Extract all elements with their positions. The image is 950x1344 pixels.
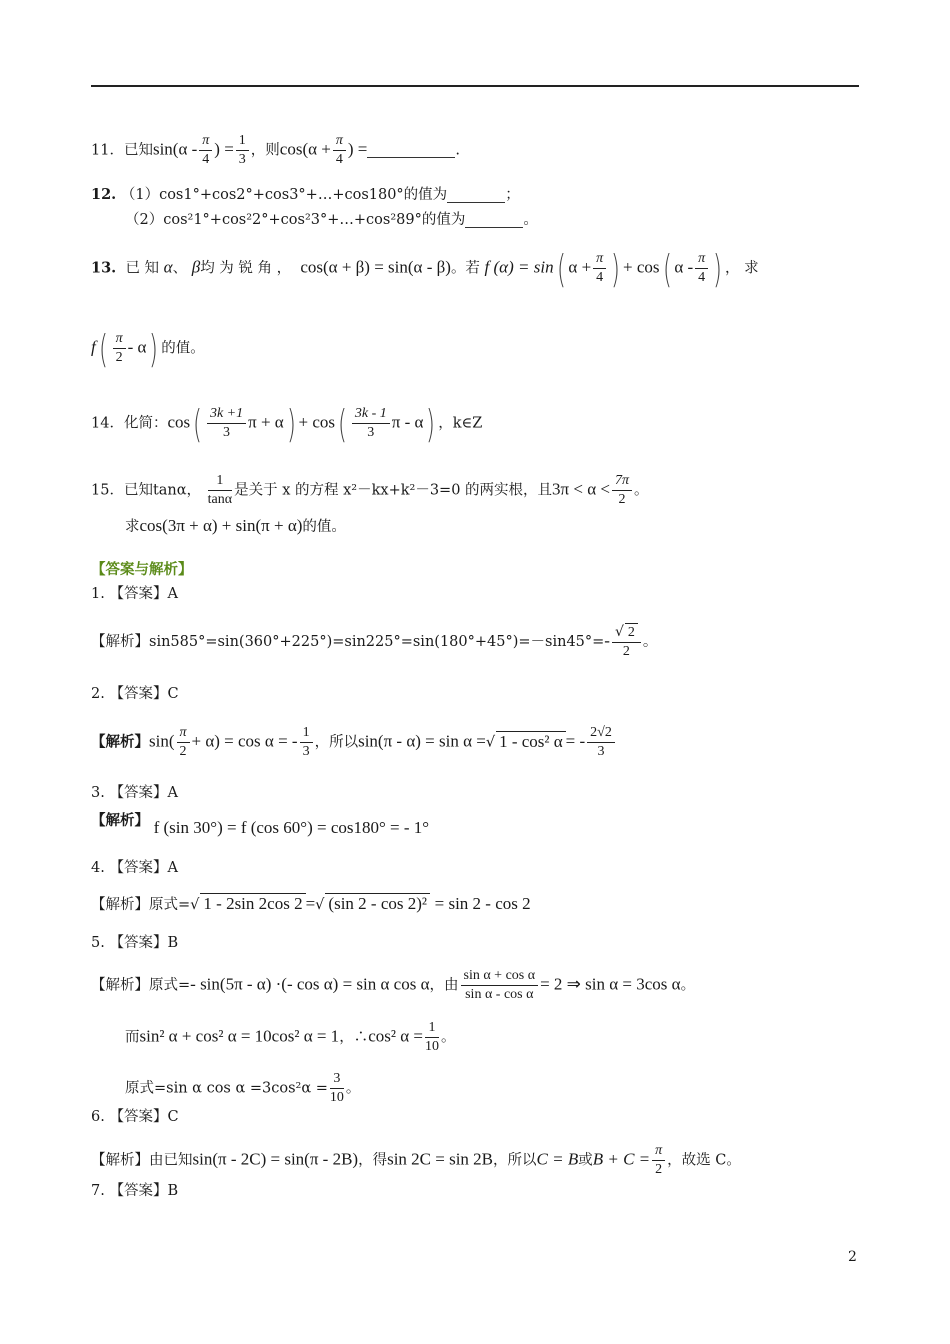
answer-6: 6. 【答案】C (91, 1109, 179, 1125)
explanation-5-line1: 【解析】原式=- sin(5π - α) ·(- cos α) = sin α cos α，由 $\frac{\text{sin α + cos α}}{\text{sin α - cos α}}$ = 2 ⇒ sin α = 3cos α。 (91, 968, 696, 1002)
answers-title: 【答案与解析】 (91, 561, 193, 578)
question-11: 11．已知sin(α - $\frac{\pi}{4}$ ) = $\frac{1}{3}$ ，则cos(α + $\frac{\pi}{4}$ ) = . (91, 133, 460, 167)
explanation-6: 【解析】由已知sin(π - 2C) = sin(π - 2B)，得sin 2C = sin 2B，所以C = B或B + C = $\frac{\pi}{2}$ ，故选 C。 (91, 1143, 741, 1177)
answer-3: 3. 【答案】A (91, 785, 178, 801)
question-13-line2: f( $\frac{\pi}{2}$ - α) 的值。 (91, 326, 205, 371)
answer-7: 7. 【答案】B (91, 1183, 179, 1199)
explanation-3: 【解析】 f (sin 30°) = f (cos 60°) = cos180° = - 1° (91, 812, 430, 837)
question-15-line1: 15．已知tanα， $\frac{1}{\tan\alpha}$ 是关于 x 的方程 x²－kx+k²－3=0 的两实根，且3π < α < $\frac{7\pi}{2}$ 。 (91, 473, 649, 507)
answer-2: 2. 【答案】C (91, 686, 179, 702)
answer-1: 1. 【答案】A (91, 586, 178, 602)
answer-5: 5. 【答案】B (91, 935, 179, 951)
explanation-2: 【解析】sin( $\frac{\pi}{2}$ + α) = cos α = - $\frac{1}{3}$ ，所以sin(π - α) = sin α =√ 1 - cos² α = - $\frac{2√2}{3}$ (91, 724, 617, 761)
question-15-line2: 求cos(3π + α) + sin(π + α)的值。 (125, 516, 346, 535)
question-12-line2: （2）cos²1°+cos²2°+cos²3°+…+cos²89°的值为 。 (125, 212, 538, 228)
answer-blank[interactable] (465, 213, 523, 228)
answer-blank[interactable] (447, 188, 505, 203)
explanation-5-line3: 原式=sin α cos α =3cos²α = $\frac{3}{10}$ 。 (125, 1071, 361, 1105)
question-13-line1: 13. 已 知 α、 β均 为 锐 角 ， cos(α + β) = sin(α - β)。若 f (α) = sin( α + $\frac{\pi}{4}$ ) + cos( α - $\frac{\pi}{4}$ ) ， 求 (91, 246, 759, 291)
page-number: 2 (848, 1249, 857, 1265)
header-rule (91, 85, 859, 87)
question-14: 14．化简：cos( $\frac{3k +1}{3}$ π + α) + cos( $\frac{3k - 1}{3}$ π - α) ，k∈Z (91, 401, 483, 446)
question-12-line1: 12. （1）cos1°+cos2°+cos3°+…+cos180°的值为 ； (91, 186, 520, 203)
answer-blank[interactable] (367, 143, 455, 158)
explanation-4: 【解析】原式=√ 1 - 2sin 2cos 2 =√ (sin 2 - cos 2)² = sin 2 - cos 2 (91, 894, 531, 913)
explanation-1: 【解析】sin585°=sin(360°+225°)=sin225°=sin(180°+45°)=－sin45°=- $\frac{√ 2}{2}$ 。 (91, 624, 658, 659)
explanation-5-line2: 而sin² α + cos² α = 10cos² α = 1，∴cos² α = $\frac{1}{10}$ 。 (125, 1020, 456, 1054)
answer-4: 4. 【答案】A (91, 860, 178, 876)
